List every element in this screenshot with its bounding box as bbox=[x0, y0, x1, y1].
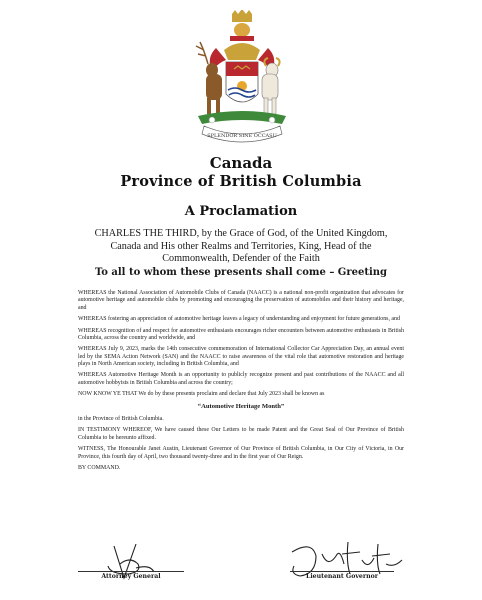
province-clause: in the Province of British Columbia. bbox=[78, 415, 164, 422]
whereas-clause: WHEREAS July 9, 2023, marks the 14th consecutive commemoration of International Collector Car Appreciation Day, an annual event led by the SEMA Action Network (SAN) and the NAACC to raise awareness of the vital role that automotive restoration and heritage plays in North American society, including in British Columbia, and bbox=[78, 346, 404, 367]
royal-style: CHARLES THE THIRD, by the Grace of God, of the United Kingdom, Canada and His other Realms and Territories, King, Head of the Commonwealth, Defender of the Faith bbox=[94, 228, 388, 265]
declared-month-name: “Automotive Heritage Month” bbox=[197, 402, 285, 410]
proclaim-clause: NOW KNOW YE THAT We do by these presents proclaim and declare that July 2023 shall be known as bbox=[78, 391, 325, 398]
attorney-general-label: Attorney General bbox=[101, 573, 161, 580]
coat-of-arms-icon bbox=[186, 10, 298, 148]
by-command-line: BY COMMAND. bbox=[78, 465, 121, 472]
whereas-clause: WHEREAS recognition of and respect for automotive enthusiasts encourages richer encounters between automotive enthusiasts in British Columbia, across the country and worldwide, and bbox=[78, 327, 404, 341]
whereas-clause: WHEREAS the National Association of Automobile Clubs of Canada (NAACC) is a national non-profit organization that advocates for automotive heritage and automobile clubs by promoting and encouraging the preservation of automobiles and their history and heritage, and bbox=[78, 290, 404, 311]
proclamation-title: A Proclamation bbox=[184, 204, 298, 219]
signature-line-right bbox=[290, 571, 394, 572]
whereas-clause: WHEREAS fostering an appreciation of automotive heritage leaves a legacy of understanding and enjoyment for future generations, and bbox=[78, 316, 400, 323]
province-heading: Province of British Columbia bbox=[120, 173, 362, 190]
crest-motto: SPLENDOR SINE OCCASU bbox=[207, 133, 277, 139]
signature-line-left bbox=[78, 571, 184, 572]
whereas-clause: WHEREAS Automotive Heritage Month is an opportunity to publicly recognize present and past contributions of the NAACC and all automotive hobbyists in British Columbia and across the country; bbox=[78, 372, 404, 386]
proclamation-body bbox=[78, 290, 404, 477]
country-heading: Canada bbox=[209, 154, 273, 172]
witness-clause: WITNESS, The Honourable Janet Austin, Lieutenant Governor of Our Province of British Columbia, in Our City of Victoria, in Our Province, this fourth day of April, two thousand twenty-three and in the first year of Our Reign. bbox=[78, 446, 404, 460]
testimony-clause: IN TESTIMONY WHEREOF, We have caused these Our Letters to be made Patent and the Great Seal of Our Province of British Columbia to be hereunto affixed. bbox=[78, 427, 404, 441]
lieutenant-governor-label: Lieutenant Governor bbox=[305, 573, 379, 580]
greeting-line: To all to whom these presents shall come – Greeting bbox=[94, 267, 388, 278]
